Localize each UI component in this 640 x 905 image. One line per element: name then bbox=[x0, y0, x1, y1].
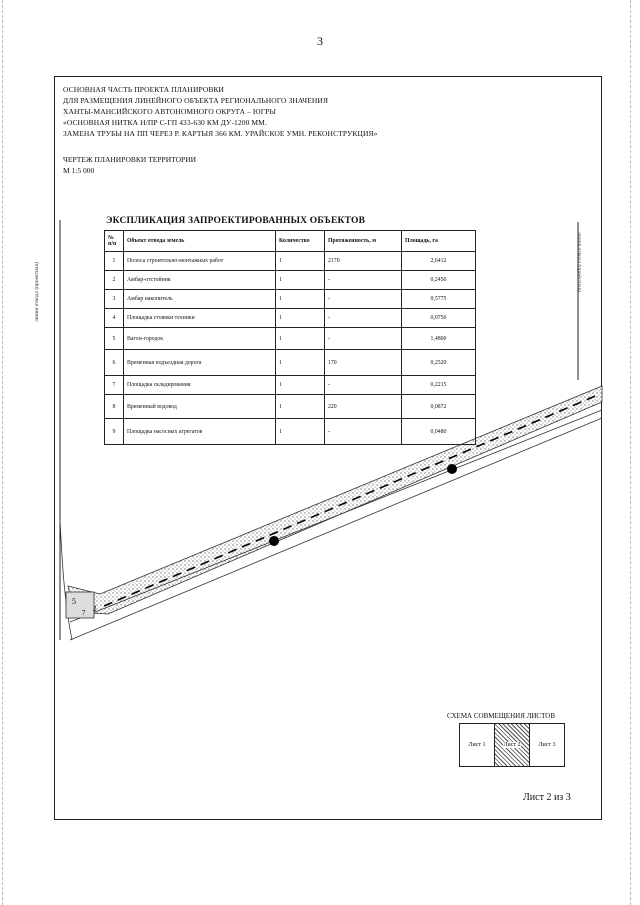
table-row bbox=[105, 309, 476, 328]
header-line: ОСНОВНАЯ ЧАСТЬ ПРОЕКТА ПЛАНИРОВКИ bbox=[63, 85, 225, 94]
cell-area: 0,2215 bbox=[402, 376, 476, 395]
col-length: Протяженность, м bbox=[325, 231, 402, 252]
table-row bbox=[105, 252, 476, 271]
cell-object: Амбар накопитель bbox=[124, 290, 276, 309]
cell-area: 0,0480 bbox=[402, 419, 476, 445]
map-label: 5 bbox=[72, 597, 76, 606]
sheet-footer: Лист 2 из 3 bbox=[523, 792, 571, 803]
cell-count: 1 bbox=[276, 419, 325, 445]
table-row bbox=[105, 290, 476, 309]
scheme-sheet-2 bbox=[495, 724, 530, 766]
strip-edge-line bbox=[70, 418, 602, 640]
sheet-scheme bbox=[459, 723, 565, 767]
cell-number: 6 bbox=[105, 350, 124, 376]
cell-number: 9 bbox=[105, 419, 124, 445]
scheme-sheet-label: Лист 2 bbox=[503, 742, 521, 748]
cell-number: 4 bbox=[105, 309, 124, 328]
header-line: «ОСНОВНАЯ НИТКА Н/ПР С-ГП 433-630 КМ ДУ-1200 ММ. bbox=[63, 118, 267, 127]
cell-object: Площадка насосных агрегатов bbox=[124, 419, 276, 445]
cell-count: 1 bbox=[276, 376, 325, 395]
cell-count: 1 bbox=[276, 252, 325, 271]
cell-object: Площадка складирования bbox=[124, 376, 276, 395]
cell-object: Полоса строительно-монтажных работ bbox=[124, 252, 276, 271]
table-title: ЭКСПЛИКАЦИЯ ЗАПРОЕКТИРОВАННЫХ ОБЪЕКТОВ bbox=[106, 216, 366, 226]
cell-object: Временный водовод bbox=[124, 395, 276, 419]
cell-count: 1 bbox=[276, 350, 325, 376]
pipeline-marker bbox=[447, 464, 457, 474]
table-row bbox=[105, 376, 476, 395]
cell-length: - bbox=[325, 290, 402, 309]
table-row bbox=[105, 350, 476, 376]
right-margin-label: линия отвода (проектная) bbox=[576, 232, 582, 292]
left-margin-label: линия отвода (проектная) bbox=[34, 262, 40, 322]
cell-number: 8 bbox=[105, 395, 124, 419]
map-label: 1 bbox=[93, 604, 97, 613]
scheme-sheet-1 bbox=[460, 724, 495, 766]
cell-length: - bbox=[325, 309, 402, 328]
cell-length: - bbox=[325, 376, 402, 395]
scheme-title: СХЕМА СОВМЕЩЕНИЯ ЛИСТОВ bbox=[447, 712, 555, 720]
cell-count: 1 bbox=[276, 309, 325, 328]
explication-table bbox=[104, 230, 476, 445]
cell-object: Вагон-городок bbox=[124, 328, 276, 350]
cell-area: 0,0750 bbox=[402, 309, 476, 328]
cell-area: 0,2450 bbox=[402, 271, 476, 290]
page-number: 3 bbox=[317, 34, 323, 48]
header-line: ДЛЯ РАЗМЕЩЕНИЯ ЛИНЕЙНОГО ОБЪЕКТА РЕГИОНАЛЬНОГО ЗНАЧЕНИЯ bbox=[63, 96, 329, 105]
header-line: ХАНТЫ-МАНСИЙСКОГО АВТОНОМНОГО ОКРУГА – ЮГРЫ bbox=[63, 107, 277, 116]
cell-length: 170 bbox=[325, 350, 402, 376]
cell-number: 1 bbox=[105, 252, 124, 271]
table-row bbox=[105, 419, 476, 445]
scheme-sheet-label: Лист 3 bbox=[538, 742, 556, 748]
cell-count: 1 bbox=[276, 395, 325, 419]
pipeline-marker bbox=[269, 536, 279, 546]
cell-length: - bbox=[325, 419, 402, 445]
cell-area: 0,0872 bbox=[402, 395, 476, 419]
cell-length: - bbox=[325, 271, 402, 290]
header-line: ЗАМЕНА ТРУБЫ НА ПП ЧЕРЕЗ Р. КАРТЫЯ 366 КМ. УРАЙСКОЕ УМН. РЕКОНСТРУКЦИЯ» bbox=[63, 129, 378, 138]
table-row bbox=[105, 328, 476, 350]
cell-length: 220 bbox=[325, 395, 402, 419]
cell-number: 5 bbox=[105, 328, 124, 350]
cell-object: Временная подъездная дорога bbox=[124, 350, 276, 376]
col-area: Площадь, га bbox=[402, 231, 476, 252]
scheme-sheet-3 bbox=[530, 724, 564, 766]
table-row bbox=[105, 395, 476, 419]
map-label: 7 bbox=[82, 609, 86, 617]
drawing-scale: М 1:5 000 bbox=[63, 166, 95, 175]
cell-length: - bbox=[325, 328, 402, 350]
table-header-row bbox=[105, 231, 476, 252]
drawing-title: ЧЕРТЕЖ ПЛАНИРОВКИ ТЕРРИТОРИИ bbox=[63, 155, 197, 164]
cell-number: 3 bbox=[105, 290, 124, 309]
node-block bbox=[66, 592, 94, 618]
col-count: Количество bbox=[276, 231, 325, 252]
col-object: Объект отвода земель bbox=[124, 231, 276, 252]
table-row bbox=[105, 271, 476, 290]
scheme-sheet-label: Лист 1 bbox=[468, 742, 486, 748]
cell-number: 7 bbox=[105, 376, 124, 395]
col-number: № п/п bbox=[105, 231, 124, 252]
cell-count: 1 bbox=[276, 290, 325, 309]
cell-object: Амбар-отстойник bbox=[124, 271, 276, 290]
cell-object: Площадка стоянки техники bbox=[124, 309, 276, 328]
cell-count: 1 bbox=[276, 328, 325, 350]
cell-area: 0,2520 bbox=[402, 350, 476, 376]
cell-number: 2 bbox=[105, 271, 124, 290]
cell-area: 2,6412 bbox=[402, 252, 476, 271]
cell-area: 1,4800 bbox=[402, 328, 476, 350]
cell-length: 2170 bbox=[325, 252, 402, 271]
cell-count: 1 bbox=[276, 271, 325, 290]
cell-area: 0,5775 bbox=[402, 290, 476, 309]
